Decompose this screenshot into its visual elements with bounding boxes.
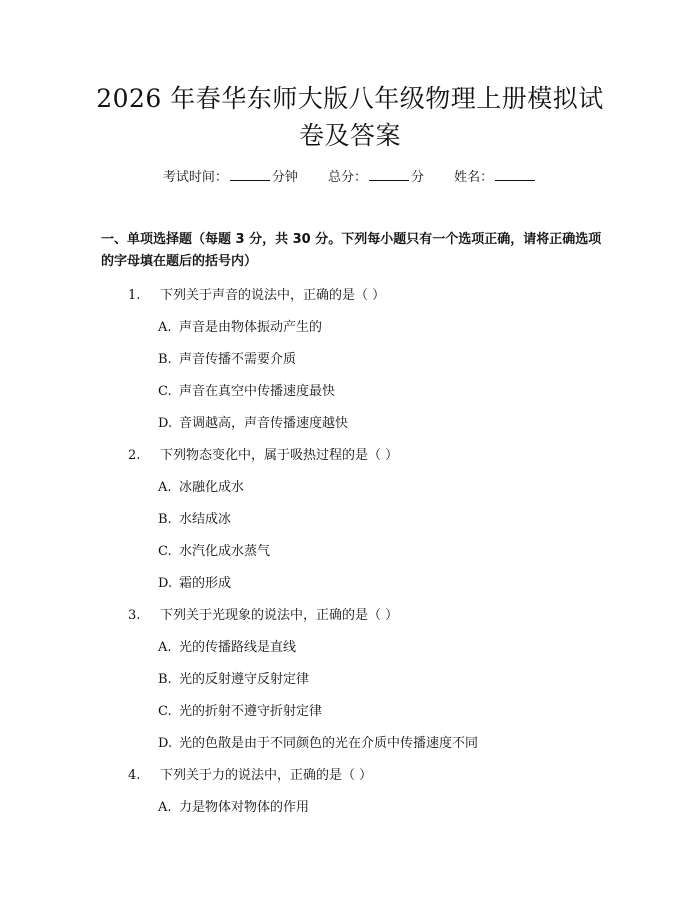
question-text: 下列物态变化中，属于吸热过程的是（ ） [160,448,399,463]
total-score-unit: 分 [411,170,425,185]
option-1c[interactable] [0,376,700,408]
option-text: 光的折射不遵守折射定律 [179,704,323,719]
student-name-field [454,170,537,185]
question-text: 下列关于力的说法中，正确的是（ ） [160,768,373,783]
option-2c[interactable] [0,536,700,568]
exam-time-blank[interactable] [230,170,270,181]
option-letter: B. [158,512,172,527]
title-line-1: 2026 年春华东师大版八年级物理上册模拟试 [96,84,604,113]
total-score-label: 总分： [327,170,367,185]
option-text: 光的传播路线是直线 [179,640,297,655]
option-1d[interactable] [0,408,700,440]
option-letter: A. [158,800,172,815]
question-number: 4. [128,768,141,783]
option-4a[interactable] [0,792,700,824]
option-3d[interactable] [0,728,700,760]
question-4 [0,760,700,792]
total-score-blank[interactable] [369,170,409,181]
option-text: 光的反射遵守反射定律 [179,672,310,687]
option-text: 声音传播不需要介质 [179,352,297,367]
option-3a[interactable] [0,632,700,664]
option-text: 音调越高，声音传播速度越快 [179,416,349,431]
option-letter: A. [158,480,172,495]
option-2a[interactable] [0,472,700,504]
exam-meta [0,166,700,185]
option-text: 声音是由物体振动产生的 [179,320,323,335]
option-letter: C. [158,384,172,399]
option-2b[interactable] [0,504,700,536]
question-1 [0,280,700,312]
option-text: 冰融化成水 [179,480,245,495]
student-name-blank[interactable] [495,170,535,181]
question-number: 3. [128,608,141,623]
question-list [0,280,700,824]
option-text: 力是物体对物体的作用 [179,800,310,815]
student-name-label: 姓名： [454,170,494,185]
exam-time-unit: 分钟 [271,170,298,185]
option-text: 水结成冰 [179,512,232,527]
option-3b[interactable] [0,664,700,696]
option-text: 水汽化成水蒸气 [179,544,271,559]
option-text: 霜的形成 [179,576,232,591]
question-text: 下列关于声音的说法中，正确的是（ ） [160,288,386,303]
option-letter: D. [158,576,173,591]
option-letter: B. [158,672,172,687]
option-letter: A. [158,640,172,655]
total-score-field [328,170,424,185]
question-number: 1. [128,288,141,303]
option-letter: C. [158,544,172,559]
option-text: 声音在真空中传播速度最快 [179,384,336,399]
section-heading: 一、单项选择题（每题 3 分，共 30 分。下列每小题只有一个选项正确，请将正确选项的字母填在题后的括号内） [101,232,602,269]
option-text: 光的色散是由于不同颜色的光在介质中传播速度不同 [179,736,479,751]
option-1b[interactable] [0,344,700,376]
exam-time-label: 考试时间： [162,170,228,185]
option-letter: D. [158,736,173,751]
title-line-2: 卷及答案 [298,121,401,150]
option-2d[interactable] [0,568,700,600]
option-letter: C. [158,704,172,719]
question-text: 下列关于光现象的说法中，正确的是（ ） [160,608,399,623]
option-3c[interactable] [0,696,700,728]
exam-time-field [163,170,298,185]
option-letter: D. [158,416,173,431]
option-1a[interactable] [0,312,700,344]
question-number: 2. [128,448,141,463]
option-letter: A. [158,320,172,335]
option-letter: B. [158,352,172,367]
page-title [70,80,630,154]
question-2 [0,440,700,472]
question-3 [0,600,700,632]
